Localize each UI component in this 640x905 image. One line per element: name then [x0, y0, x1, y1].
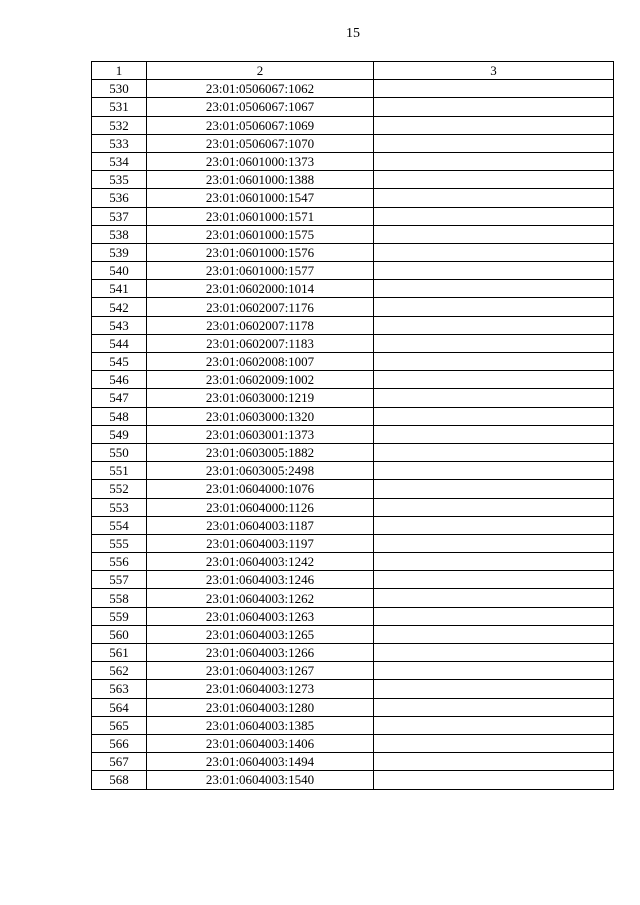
cadastral-number-cell: 23:01:0603000:1219: [147, 389, 374, 407]
table-row: [92, 644, 614, 662]
cadastral-number-cell: 23:01:0604003:1385: [147, 716, 374, 734]
row-number-cell: 561: [92, 644, 147, 662]
note-cell: [374, 334, 614, 352]
row-number-cell: 546: [92, 371, 147, 389]
table-row: [92, 443, 614, 461]
row-number-cell: 547: [92, 389, 147, 407]
cadastral-number-cell: 23:01:0506067:1069: [147, 116, 374, 134]
row-number-cell: 557: [92, 571, 147, 589]
table-row: [92, 334, 614, 352]
row-number-cell: 540: [92, 262, 147, 280]
row-number-cell: 551: [92, 462, 147, 480]
row-number-cell: 559: [92, 607, 147, 625]
row-number-cell: 562: [92, 662, 147, 680]
table-row: [92, 662, 614, 680]
cadastral-number-cell: 23:01:0604003:1266: [147, 644, 374, 662]
cadastral-number-cell: 23:01:0602008:1007: [147, 353, 374, 371]
table-row: [92, 771, 614, 789]
note-cell: [374, 753, 614, 771]
row-number-cell: 532: [92, 116, 147, 134]
table-row: [92, 425, 614, 443]
row-number-cell: 533: [92, 134, 147, 152]
note-cell: [374, 298, 614, 316]
cadastral-number-cell: 23:01:0604003:1262: [147, 589, 374, 607]
table-row: [92, 716, 614, 734]
row-number-cell: 556: [92, 553, 147, 571]
row-number-cell: 560: [92, 625, 147, 643]
table-row: [92, 734, 614, 752]
row-number-cell: 539: [92, 243, 147, 261]
table-row: [92, 243, 614, 261]
row-number-cell: 541: [92, 280, 147, 298]
cadastral-number-cell: 23:01:0604003:1540: [147, 771, 374, 789]
note-cell: [374, 171, 614, 189]
table-row: [92, 625, 614, 643]
note-cell: [374, 734, 614, 752]
note-cell: [374, 353, 614, 371]
cadastral-number-cell: 23:01:0604003:1242: [147, 553, 374, 571]
header-col-1: 1: [92, 62, 147, 80]
table-row: [92, 462, 614, 480]
header-col-2: 2: [147, 62, 374, 80]
note-cell: [374, 644, 614, 662]
table-row: [92, 171, 614, 189]
note-cell: [374, 462, 614, 480]
note-cell: [374, 116, 614, 134]
row-number-cell: 536: [92, 189, 147, 207]
row-number-cell: 558: [92, 589, 147, 607]
note-cell: [374, 553, 614, 571]
row-number-cell: 563: [92, 680, 147, 698]
note-cell: [374, 316, 614, 334]
table-row: [92, 553, 614, 571]
table-row: [92, 534, 614, 552]
row-number-cell: 567: [92, 753, 147, 771]
table-row: [92, 353, 614, 371]
table-row: [92, 298, 614, 316]
note-cell: [374, 498, 614, 516]
note-cell: [374, 589, 614, 607]
row-number-cell: 552: [92, 480, 147, 498]
note-cell: [374, 389, 614, 407]
page-number: 15: [346, 26, 360, 41]
row-number-cell: 549: [92, 425, 147, 443]
table-row: [92, 316, 614, 334]
note-cell: [374, 189, 614, 207]
cadastral-number-cell: 23:01:0601000:1571: [147, 207, 374, 225]
table-row: [92, 280, 614, 298]
cadastral-number-cell: 23:01:0604000:1076: [147, 480, 374, 498]
cadastral-table: [91, 61, 614, 790]
note-cell: [374, 407, 614, 425]
table-row: [92, 498, 614, 516]
table-row: [92, 407, 614, 425]
table-row: [92, 134, 614, 152]
note-cell: [374, 534, 614, 552]
row-number-cell: 568: [92, 771, 147, 789]
table-row: [92, 571, 614, 589]
cadastral-number-cell: 23:01:0604003:1187: [147, 516, 374, 534]
row-number-cell: 565: [92, 716, 147, 734]
table-row: [92, 753, 614, 771]
table-row: [92, 698, 614, 716]
cadastral-number-cell: 23:01:0603005:1882: [147, 443, 374, 461]
note-cell: [374, 98, 614, 116]
cadastral-number-cell: 23:01:0602007:1178: [147, 316, 374, 334]
row-number-cell: 555: [92, 534, 147, 552]
table-row: [92, 607, 614, 625]
cadastral-number-cell: 23:01:0604000:1126: [147, 498, 374, 516]
note-cell: [374, 698, 614, 716]
table-row: [92, 207, 614, 225]
note-cell: [374, 152, 614, 170]
note-cell: [374, 480, 614, 498]
note-cell: [374, 662, 614, 680]
table-row: [92, 80, 614, 98]
note-cell: [374, 207, 614, 225]
cadastral-number-cell: 23:01:0604003:1494: [147, 753, 374, 771]
note-cell: [374, 262, 614, 280]
cadastral-number-cell: 23:01:0602000:1014: [147, 280, 374, 298]
table-row: [92, 680, 614, 698]
table-header: [92, 62, 614, 80]
cadastral-number-cell: 23:01:0601000:1388: [147, 171, 374, 189]
row-number-cell: 566: [92, 734, 147, 752]
note-cell: [374, 443, 614, 461]
cadastral-number-cell: 23:01:0506067:1062: [147, 80, 374, 98]
cadastral-number-cell: 23:01:0601000:1373: [147, 152, 374, 170]
cadastral-number-cell: 23:01:0604003:1280: [147, 698, 374, 716]
note-cell: [374, 80, 614, 98]
table-row: [92, 371, 614, 389]
cadastral-number-cell: 23:01:0506067:1067: [147, 98, 374, 116]
note-cell: [374, 425, 614, 443]
row-number-cell: 554: [92, 516, 147, 534]
table-body: [92, 80, 614, 789]
row-number-cell: 544: [92, 334, 147, 352]
table-row: [92, 516, 614, 534]
table-row: [92, 589, 614, 607]
note-cell: [374, 607, 614, 625]
cadastral-number-cell: 23:01:0604003:1246: [147, 571, 374, 589]
cadastral-number-cell: 23:01:0602009:1002: [147, 371, 374, 389]
table-row: [92, 152, 614, 170]
cadastral-number-cell: 23:01:0603000:1320: [147, 407, 374, 425]
cadastral-number-cell: 23:01:0604003:1406: [147, 734, 374, 752]
row-number-cell: 531: [92, 98, 147, 116]
cadastral-number-cell: 23:01:0604003:1263: [147, 607, 374, 625]
note-cell: [374, 680, 614, 698]
note-cell: [374, 716, 614, 734]
note-cell: [374, 134, 614, 152]
note-cell: [374, 571, 614, 589]
row-number-cell: 543: [92, 316, 147, 334]
cadastral-number-cell: 23:01:0604003:1265: [147, 625, 374, 643]
row-number-cell: 553: [92, 498, 147, 516]
table-row: [92, 98, 614, 116]
note-cell: [374, 516, 614, 534]
row-number-cell: 550: [92, 443, 147, 461]
note-cell: [374, 243, 614, 261]
cadastral-number-cell: 23:01:0601000:1547: [147, 189, 374, 207]
table-row: [92, 480, 614, 498]
cadastral-number-cell: 23:01:0603005:2498: [147, 462, 374, 480]
table-row: [92, 389, 614, 407]
cadastral-number-cell: 23:01:0604003:1197: [147, 534, 374, 552]
cadastral-number-cell: 23:01:0602007:1183: [147, 334, 374, 352]
note-cell: [374, 625, 614, 643]
row-number-cell: 545: [92, 353, 147, 371]
cadastral-number-cell: 23:01:0601000:1575: [147, 225, 374, 243]
header-col-3: 3: [374, 62, 614, 80]
cadastral-number-cell: 23:01:0506067:1070: [147, 134, 374, 152]
row-number-cell: 530: [92, 80, 147, 98]
note-cell: [374, 280, 614, 298]
row-number-cell: 564: [92, 698, 147, 716]
cadastral-number-cell: 23:01:0603001:1373: [147, 425, 374, 443]
cadastral-number-cell: 23:01:0604003:1273: [147, 680, 374, 698]
cadastral-number-cell: 23:01:0604003:1267: [147, 662, 374, 680]
cadastral-number-cell: 23:01:0601000:1577: [147, 262, 374, 280]
table-row: [92, 225, 614, 243]
row-number-cell: 542: [92, 298, 147, 316]
note-cell: [374, 225, 614, 243]
cadastral-number-cell: 23:01:0602007:1176: [147, 298, 374, 316]
row-number-cell: 537: [92, 207, 147, 225]
note-cell: [374, 371, 614, 389]
row-number-cell: 538: [92, 225, 147, 243]
header-row: [92, 62, 614, 80]
table-row: [92, 262, 614, 280]
cadastral-number-cell: 23:01:0601000:1576: [147, 243, 374, 261]
table-row: [92, 116, 614, 134]
row-number-cell: 548: [92, 407, 147, 425]
table-row: [92, 189, 614, 207]
row-number-cell: 534: [92, 152, 147, 170]
row-number-cell: 535: [92, 171, 147, 189]
note-cell: [374, 771, 614, 789]
